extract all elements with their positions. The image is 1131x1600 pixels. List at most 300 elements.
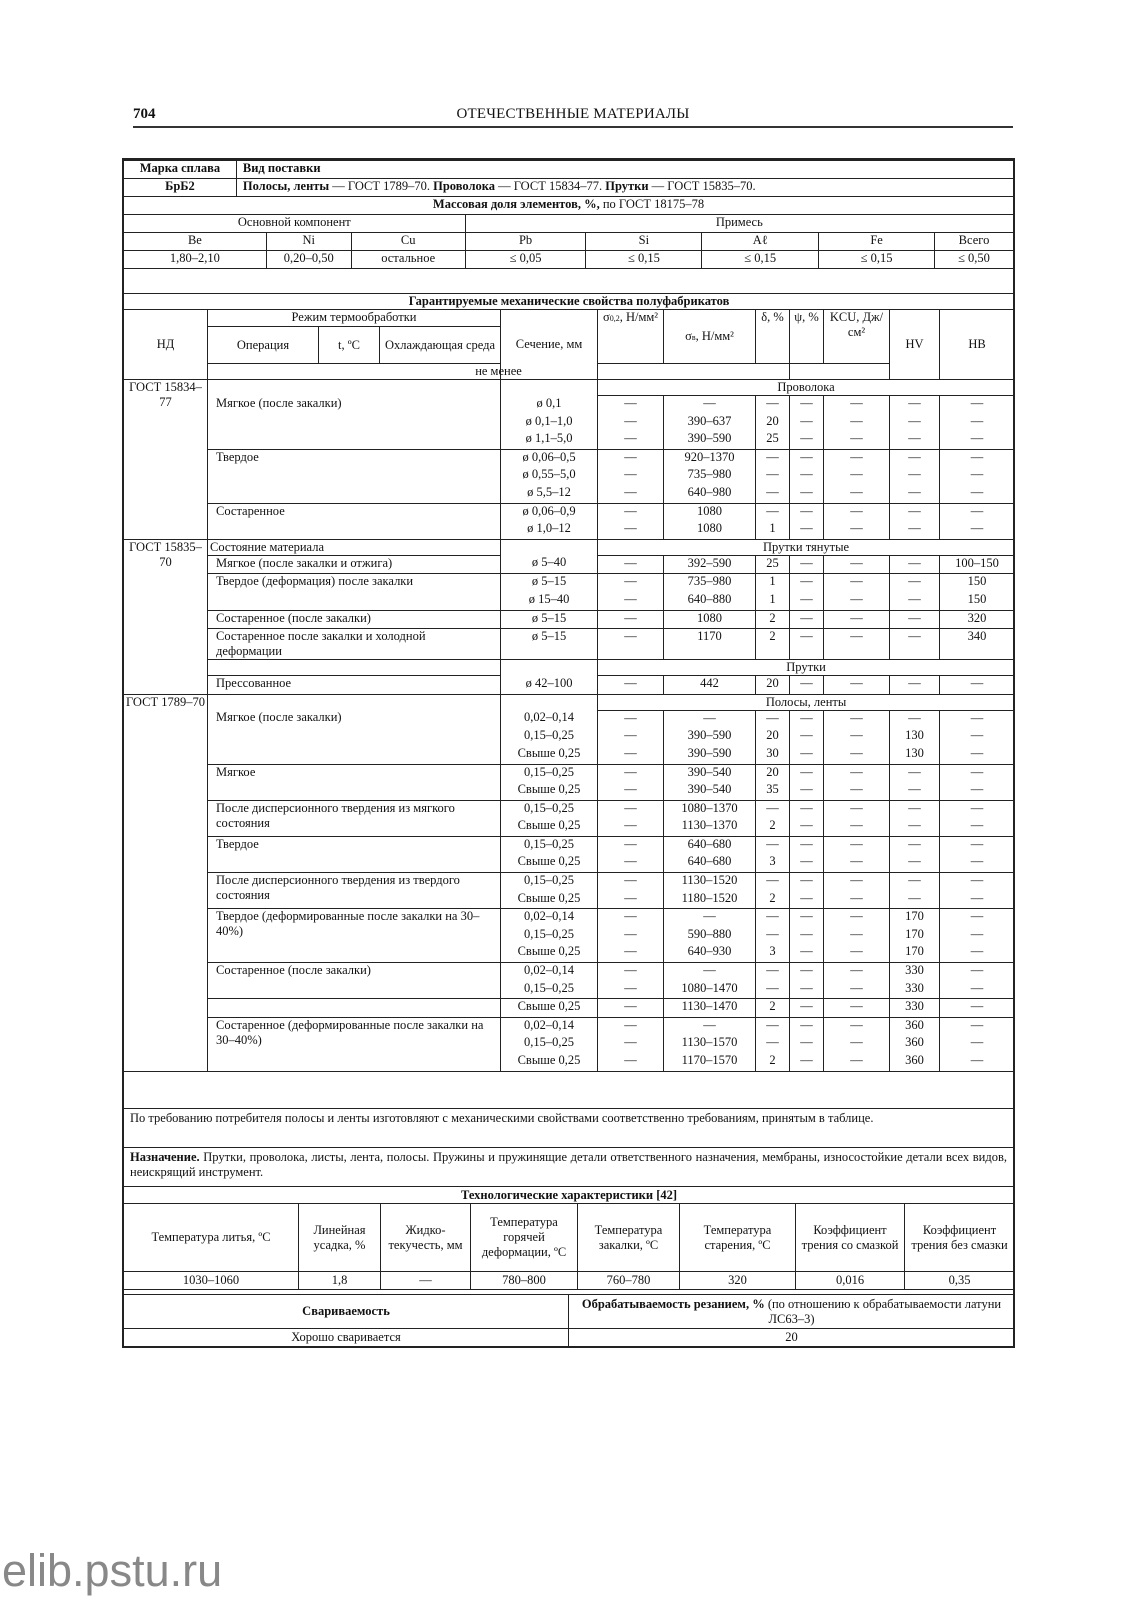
value-cell: 390–637	[664, 414, 756, 432]
value-cell: —	[598, 521, 664, 539]
section-cell: 0,15–0,25	[501, 800, 598, 818]
value-cell: —	[790, 746, 824, 764]
value-cell: —	[890, 485, 940, 503]
value-cell: —	[664, 710, 756, 728]
table-row	[124, 800, 1015, 818]
value-cell: —	[824, 818, 890, 836]
supply-label: Вид поставки	[236, 161, 1013, 179]
value-cell: —	[940, 981, 1015, 999]
value-cell: —	[790, 909, 824, 927]
composition-title: Массовая доля элементов, %, по ГОСТ 18175–78	[124, 197, 1014, 215]
value-cell: —	[756, 873, 790, 891]
value-cell: —	[598, 818, 664, 836]
value-cell: 330	[890, 981, 940, 999]
table-row	[124, 396, 1015, 414]
value-cell: 390–590	[664, 746, 756, 764]
value-cell: —	[824, 574, 890, 592]
element-cu: Cu	[351, 233, 465, 251]
value-cell: —	[890, 710, 940, 728]
value-cell: —	[598, 1035, 664, 1053]
value-cell: 1	[756, 521, 790, 539]
group-op-top	[208, 694, 501, 710]
section-cell: ø 42–100	[501, 676, 598, 695]
value-cell: —	[756, 909, 790, 927]
value-cell: —	[756, 503, 790, 521]
value-cell: 1	[756, 592, 790, 610]
table-row	[124, 610, 1015, 629]
subgroup-title-row	[124, 660, 1015, 676]
section-cell: ø 0,06–0,5	[501, 449, 598, 467]
operation-cell: Мягкое (после закалки)	[208, 396, 501, 450]
section-cell: 0,15–0,25	[501, 927, 598, 945]
value-cell: —	[756, 800, 790, 818]
value-cell: —	[890, 592, 940, 610]
value-cell: 3	[756, 944, 790, 962]
col-sigma02: σ0,2, Н/мм²	[598, 310, 664, 364]
value-cell: 20	[756, 764, 790, 782]
value-cell: —	[824, 521, 890, 539]
value-cell: —	[790, 981, 824, 999]
tech-header: Температура литья, ºC	[124, 1204, 299, 1272]
value-cell: —	[940, 800, 1015, 818]
operation-cell	[208, 999, 501, 1018]
value-cell: —	[598, 485, 664, 503]
value-cell: —	[824, 800, 890, 818]
value-cell: —	[824, 592, 890, 610]
mech-title: Гарантируемые механические свойства полуфабрикатов	[124, 294, 1015, 310]
tech-header: Коэффициент трения без смазки	[905, 1204, 1015, 1272]
value-cell: —	[756, 963, 790, 981]
section-cell: ø 5–15	[501, 610, 598, 629]
table-row	[124, 503, 1015, 521]
value-cell: —	[824, 873, 890, 891]
tech-value: 1,8	[299, 1272, 381, 1290]
value-cell: —	[790, 710, 824, 728]
value-cell: —	[598, 873, 664, 891]
value-cell: —	[824, 485, 890, 503]
value-cell: —	[890, 873, 940, 891]
tech-value: 320	[680, 1272, 796, 1290]
value-si: ≤ 0,15	[586, 251, 702, 269]
value-cell: —	[598, 676, 664, 695]
value-cell: —	[756, 1035, 790, 1053]
section-cell: ø 0,1–1,0	[501, 414, 598, 432]
value-cell: —	[598, 999, 664, 1018]
table-row	[124, 873, 1015, 891]
value-cell: —	[940, 485, 1015, 503]
value-cell: —	[890, 782, 940, 800]
value-cell: —	[790, 764, 824, 782]
value-cell: —	[824, 629, 890, 660]
section-cell: 0,15–0,25	[501, 764, 598, 782]
section-cell: ø 1,1–5,0	[501, 431, 598, 449]
weldability-table	[123, 1294, 1015, 1347]
table-row	[124, 963, 1015, 981]
table-row	[124, 1017, 1015, 1035]
value-cell: —	[890, 449, 940, 467]
tech-value: 0,016	[796, 1272, 905, 1290]
value-cell: —	[824, 1035, 890, 1053]
tech-value: 0,35	[905, 1272, 1015, 1290]
value-cell: —	[756, 710, 790, 728]
tech-value: —	[381, 1272, 471, 1290]
value-cell: —	[598, 909, 664, 927]
section-cell: 0,15–0,25	[501, 836, 598, 854]
value-cell: 25	[756, 431, 790, 449]
section-cell: Свыше 0,25	[501, 818, 598, 836]
value-cell: —	[790, 963, 824, 981]
value-cell: 1080	[664, 610, 756, 629]
value-cell: 390–590	[664, 728, 756, 746]
value-cell: —	[756, 836, 790, 854]
group-title: Полосы, ленты	[598, 694, 1015, 710]
value-cell: —	[790, 999, 824, 1018]
pressed-sec-top	[501, 660, 598, 676]
value-cell: —	[664, 396, 756, 414]
value-cell: —	[598, 891, 664, 909]
col-section: Сечение, мм	[501, 310, 598, 380]
value-cell: —	[940, 927, 1015, 945]
value-cell: —	[824, 981, 890, 999]
table-row	[124, 999, 1015, 1018]
tech-header: Температура закалки, ºC	[578, 1204, 680, 1272]
value-cell: —	[664, 909, 756, 927]
value-cell: —	[890, 818, 940, 836]
value-cell: 640–680	[664, 836, 756, 854]
value-cell: 390–540	[664, 782, 756, 800]
value-cell: 1080–1370	[664, 800, 756, 818]
value-cell: —	[790, 485, 824, 503]
value-cell: —	[940, 782, 1015, 800]
value-cell: —	[598, 1017, 664, 1035]
value-cell: —	[598, 728, 664, 746]
value-cell: —	[890, 629, 940, 660]
value-cell: —	[890, 414, 940, 432]
value-cell: —	[824, 836, 890, 854]
group-title-row	[124, 694, 1015, 710]
value-cell: —	[664, 963, 756, 981]
value-cell: —	[824, 944, 890, 962]
operation-cell: Мягкое (после закалки и отжига)	[208, 555, 501, 574]
section-cell: ø 0,55–5,0	[501, 467, 598, 485]
value-cell: —	[598, 431, 664, 449]
note-text: По требованию потребителя полосы и ленты изготовляют с механическими свойствами соответственно требованиям, принятым в таблице.	[124, 1109, 1014, 1148]
mechanical-properties-table	[123, 293, 1015, 1072]
value-cell: —	[598, 710, 664, 728]
value-cell: —	[790, 800, 824, 818]
tech-header: Температура старения, ºC	[680, 1204, 796, 1272]
value-cell: —	[598, 574, 664, 592]
table-row	[124, 449, 1015, 467]
col-cooling: Охлаждающая среда	[384, 337, 496, 352]
value-cell: —	[756, 1017, 790, 1035]
table-row	[124, 555, 1015, 574]
value-cell: 2	[756, 610, 790, 629]
value-cell: —	[598, 1053, 664, 1071]
value-cell: —	[598, 927, 664, 945]
value-cell: —	[598, 396, 664, 414]
value-cell: —	[790, 818, 824, 836]
value-total: ≤ 0,50	[935, 251, 1014, 269]
value-cell: —	[598, 629, 664, 660]
value-cell: —	[940, 944, 1015, 962]
group-sec-top	[501, 694, 598, 710]
value-cell: 2	[756, 999, 790, 1018]
value-cu: остальное	[351, 251, 465, 269]
value-cell: —	[824, 927, 890, 945]
group-sec-top	[501, 380, 598, 396]
value-cell: —	[790, 521, 824, 539]
machinability-label: Обрабатываемость резанием, % (по отношению к обрабатываемости латуни ЛС63–3)	[569, 1295, 1015, 1329]
operation-cell: Состаренное	[208, 503, 501, 539]
value-cell: 640–980	[664, 485, 756, 503]
grade-value: БрБ2	[124, 179, 237, 197]
tech-value: 1030–1060	[124, 1272, 299, 1290]
value-cell: 1170	[664, 629, 756, 660]
value-cell: —	[598, 764, 664, 782]
value-cell: —	[940, 764, 1015, 782]
value-cell: 640–930	[664, 944, 756, 962]
operation-cell: Мягкое (после закалки)	[208, 710, 501, 764]
value-cell: 30	[756, 746, 790, 764]
operation-cell: Состаренное (после закалки)	[208, 610, 501, 629]
value-cell: 20	[756, 414, 790, 432]
tech-value: 760–780	[578, 1272, 680, 1290]
section-cell: ø 5–40	[501, 555, 598, 574]
value-cell: —	[940, 710, 1015, 728]
operation-cell: Состаренное (после закалки)	[208, 963, 501, 999]
value-cell: —	[940, 963, 1015, 981]
value-cell: —	[890, 467, 940, 485]
value-cell: —	[790, 927, 824, 945]
col-temperature: t, ºC	[318, 327, 380, 363]
value-cell: —	[756, 981, 790, 999]
weldability-value: Хорошо сваривается	[124, 1329, 569, 1347]
purpose-text: Назначение. Прутки, проволока, листы, лента, полосы. Пружины и пружинящие детали ответственного назначения, мембраны, износостойкие детали всех видов, неискрящий инструмент.	[124, 1148, 1014, 1187]
operation-cell: Состаренное после закалки и холодной деформации	[208, 629, 501, 660]
value-cell: 1080	[664, 503, 756, 521]
not-less-label: не менее	[208, 364, 790, 380]
main-component-label: Основной компонент	[124, 215, 466, 233]
value-cell: —	[824, 728, 890, 746]
value-cell: —	[890, 396, 940, 414]
value-cell: —	[890, 555, 940, 574]
value-cell: —	[598, 592, 664, 610]
value-cell: —	[890, 521, 940, 539]
value-cell: —	[824, 710, 890, 728]
value-cell: 130	[890, 728, 940, 746]
value-cell: —	[890, 800, 940, 818]
operation-cell: Твердое (деформированные после закалки на 30–40%)	[208, 909, 501, 963]
value-cell: —	[940, 431, 1015, 449]
value-cell: —	[790, 873, 824, 891]
value-cell: —	[664, 1017, 756, 1035]
value-cell: —	[940, 891, 1015, 909]
value-cell: —	[824, 963, 890, 981]
value-cell: —	[824, 909, 890, 927]
value-cell: —	[790, 944, 824, 962]
value-cell: —	[890, 574, 940, 592]
tech-title: Технологические характеристики [42]	[124, 1187, 1015, 1204]
operation-cell: Мягкое	[208, 764, 501, 800]
value-fe: ≤ 0,15	[819, 251, 935, 269]
tech-header: Температура горячей деформации, ºC	[471, 1204, 578, 1272]
value-cell: —	[890, 891, 940, 909]
value-cell: —	[790, 676, 824, 695]
value-cell: —	[824, 503, 890, 521]
value-cell: 170	[890, 927, 940, 945]
element-si: Si	[586, 233, 702, 251]
section-cell: Свыше 0,25	[501, 746, 598, 764]
table-row	[124, 710, 1015, 728]
section-cell: Свыше 0,25	[501, 944, 598, 962]
value-cell: —	[940, 396, 1015, 414]
value-cell: —	[824, 555, 890, 574]
value-cell: —	[940, 873, 1015, 891]
value-al: ≤ 0,15	[702, 251, 819, 269]
section-cell: ø 5–15	[501, 629, 598, 660]
value-cell: 1170–1570	[664, 1053, 756, 1071]
section-cell: 0,15–0,25	[501, 728, 598, 746]
value-cell: —	[790, 449, 824, 467]
running-title: ОТЕЧЕСТВЕННЫЕ МАТЕРИАЛЫ	[456, 106, 690, 122]
value-cell: 640–680	[664, 854, 756, 872]
value-cell: —	[756, 927, 790, 945]
value-cell: —	[824, 782, 890, 800]
value-cell: —	[824, 999, 890, 1018]
value-cell: 1	[756, 574, 790, 592]
subgroup-title: Прутки	[598, 660, 1015, 676]
value-cell: —	[790, 1035, 824, 1053]
value-cell: —	[940, 1035, 1015, 1053]
value-cell: 170	[890, 944, 940, 962]
value-cell: 2	[756, 1053, 790, 1071]
section-cell: 0,15–0,25	[501, 981, 598, 999]
value-cell: 2	[756, 818, 790, 836]
value-cell: —	[890, 836, 940, 854]
value-cell: 360	[890, 1035, 940, 1053]
section-cell: ø 0,06–0,9	[501, 503, 598, 521]
tech-table	[123, 1186, 1015, 1290]
value-cell: —	[790, 431, 824, 449]
value-cell: 640–880	[664, 592, 756, 610]
section-cell: Свыше 0,25	[501, 782, 598, 800]
value-cell: 20	[756, 728, 790, 746]
value-cell: —	[598, 854, 664, 872]
value-cell: —	[940, 1053, 1015, 1071]
value-cell: 340	[940, 629, 1015, 660]
value-cell: 35	[756, 782, 790, 800]
value-cell: —	[940, 521, 1015, 539]
pressed-op-top	[208, 660, 501, 676]
section-cell: ø 5,5–12	[501, 485, 598, 503]
group-op-top: Состояние материала	[208, 539, 501, 555]
value-cell: —	[756, 485, 790, 503]
value-cell: —	[598, 555, 664, 574]
value-cell: —	[598, 746, 664, 764]
value-cell: —	[790, 555, 824, 574]
value-cell: —	[940, 999, 1015, 1018]
col-kcu: KCU, Дж/см²	[824, 310, 890, 364]
value-cell: 150	[940, 574, 1015, 592]
value-cell: —	[598, 414, 664, 432]
table-row	[124, 676, 1015, 695]
col-nd: НД	[124, 310, 208, 380]
value-cell: 1130–1370	[664, 818, 756, 836]
section-cell: 0,15–0,25	[501, 1035, 598, 1053]
value-cell: —	[790, 414, 824, 432]
element-pb: Pb	[465, 233, 586, 251]
value-cell: —	[598, 836, 664, 854]
value-cell: 1130–1470	[664, 999, 756, 1018]
section-cell: 0,02–0,14	[501, 710, 598, 728]
value-cell: —	[824, 891, 890, 909]
weldability-label: Свариваемость	[124, 1295, 569, 1329]
value-pb: ≤ 0,05	[465, 251, 586, 269]
value-cell: —	[598, 503, 664, 521]
tech-header: Коэффициент трения со смазкой	[796, 1204, 905, 1272]
operation-cell: После дисперсионного твердения из твердого состояния	[208, 873, 501, 909]
section-cell: ø 0,1	[501, 396, 598, 414]
operation-cell: Твердое	[208, 449, 501, 503]
value-ni: 0,20–0,50	[266, 251, 351, 269]
section-cell: 0,02–0,14	[501, 1017, 598, 1035]
nd-cell: ГОСТ 1789–70	[124, 694, 208, 1071]
value-cell: —	[598, 449, 664, 467]
section-cell: 0,15–0,25	[501, 873, 598, 891]
notes-table	[123, 1108, 1014, 1187]
col-psi: ψ, %	[790, 310, 824, 364]
value-cell: —	[756, 449, 790, 467]
value-cell: 1080–1470	[664, 981, 756, 999]
section-cell: ø 5–15	[501, 574, 598, 592]
col-hb: HB	[940, 310, 1015, 380]
value-cell: —	[790, 467, 824, 485]
value-cell: 1080	[664, 521, 756, 539]
value-cell: —	[940, 909, 1015, 927]
value-cell: 735–980	[664, 574, 756, 592]
value-cell: —	[790, 592, 824, 610]
value-cell: —	[598, 981, 664, 999]
value-cell: —	[756, 467, 790, 485]
value-cell: —	[756, 396, 790, 414]
value-cell: 442	[664, 676, 756, 695]
col-hv: HV	[890, 310, 940, 380]
value-cell: —	[940, 728, 1015, 746]
value-cell: —	[890, 676, 940, 695]
value-cell: 20	[756, 676, 790, 695]
value-cell: —	[598, 944, 664, 962]
value-cell: —	[790, 1053, 824, 1071]
element-al: Aℓ	[702, 233, 819, 251]
value-cell: —	[790, 396, 824, 414]
table-row	[124, 764, 1015, 782]
value-cell: 360	[890, 1017, 940, 1035]
section-cell: ø 1,0–12	[501, 521, 598, 539]
value-cell: —	[598, 782, 664, 800]
value-cell: —	[790, 728, 824, 746]
value-cell: —	[790, 891, 824, 909]
tech-header: Жидко-текучесть, мм	[381, 1204, 471, 1272]
value-cell: —	[790, 854, 824, 872]
value-cell: 25	[756, 555, 790, 574]
value-cell: —	[824, 449, 890, 467]
tech-header: Линейная усадка, %	[299, 1204, 381, 1272]
value-cell: —	[824, 676, 890, 695]
value-cell: —	[940, 414, 1015, 432]
value-cell: —	[824, 854, 890, 872]
group-sec-top	[501, 539, 598, 555]
